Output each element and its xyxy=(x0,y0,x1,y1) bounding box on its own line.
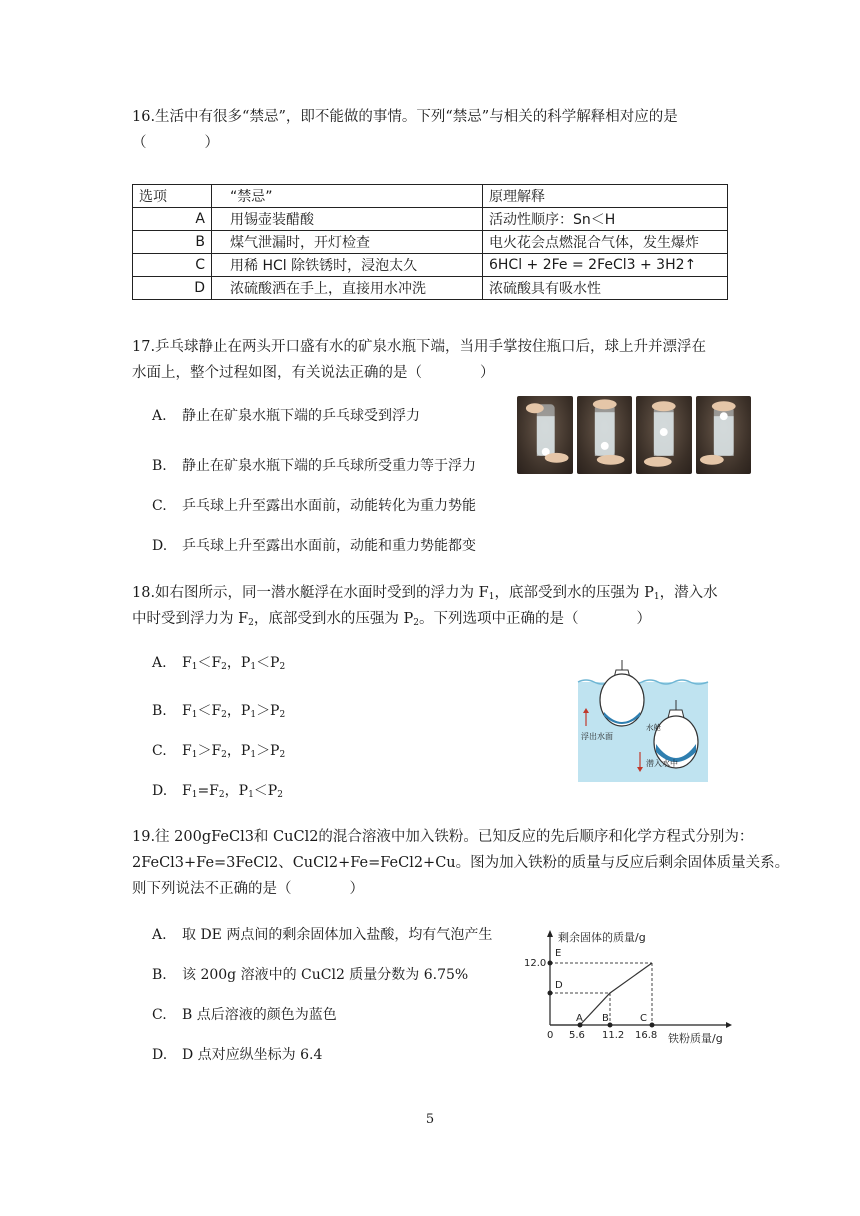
point-d xyxy=(548,991,553,996)
subscript: 1 xyxy=(250,662,257,672)
table-cell-letter: B xyxy=(133,231,212,254)
q17-option-d xyxy=(152,535,476,555)
option-text: =F xyxy=(197,783,219,799)
q16-stem-line2: （ ） xyxy=(132,135,219,151)
q18-text: 18.如右图所示，同一潜水艇浮在水面时受到的浮力为 F xyxy=(132,585,489,601)
option-text: F xyxy=(182,783,192,799)
bottle-photo xyxy=(517,396,573,474)
graph-ytick: 12.0 xyxy=(524,958,547,969)
table-header-row xyxy=(133,185,728,208)
option-text: B 点后溶液的颜色为蓝色 xyxy=(182,1007,337,1023)
q19-option-c xyxy=(152,1004,337,1024)
subscript: 1 xyxy=(488,592,495,602)
label-d: D xyxy=(555,980,563,991)
bottle-photo xyxy=(696,396,752,474)
subscript: 1 xyxy=(191,662,198,672)
option-text: ＞P xyxy=(256,703,280,719)
table-cell-taboo: 用锡壶装醋酸 xyxy=(212,208,483,231)
q18-text: 。下列选项中正确的是（ ） xyxy=(419,611,652,627)
subscript: 1 xyxy=(250,750,257,760)
table-cell-reason: 电火花会点燃混合气体，发生爆炸 xyxy=(483,231,728,254)
option-text: 该 200g 溶液中的 CuCl2 质量分数为 6.75% xyxy=(182,967,469,983)
table-header-cell: 原理解释 xyxy=(483,185,728,208)
q19-stem-line3: 则下列说法不正确的是（ ） xyxy=(132,881,364,897)
option-text: ＜P xyxy=(256,655,280,671)
point-e xyxy=(548,961,553,966)
subscript: 2 xyxy=(279,750,286,760)
graph-xtick: 16.8 xyxy=(635,1030,658,1041)
table-row xyxy=(133,277,728,300)
subscript: 2 xyxy=(413,618,420,628)
subscript: 1 xyxy=(250,710,257,720)
q17-option-c xyxy=(152,495,476,515)
table-cell-taboo: 浓硫酸洒在手上，直接用水冲洗 xyxy=(212,277,483,300)
option-letter: D. xyxy=(152,538,168,554)
option-text: ，P xyxy=(224,783,249,799)
option-letter: C. xyxy=(152,1007,167,1023)
q19-stem-line2: 2FeCl3+Fe=3FeCl2、CuCl2+Fe=FeCl2+Cu。图为加入铁粉的质量与反应后剩余固体质量关系。 xyxy=(132,855,790,871)
option-text: ＜P xyxy=(253,783,278,799)
option-text: ，P xyxy=(226,743,251,759)
q19-option-a xyxy=(152,924,492,944)
table-header-cell: “禁忌” xyxy=(212,185,483,208)
option-text: F xyxy=(182,655,192,671)
submarine-figure xyxy=(578,660,708,782)
option-letter: A. xyxy=(152,927,167,943)
option-text: 静止在矿泉水瓶下端的乒乓球所受重力等于浮力 xyxy=(182,458,476,474)
graph-xtick: 11.2 xyxy=(602,1030,625,1041)
q19-stem-line1: 19.往 200gFeCl3和 CuCl2的混合溶液中加入铁粉。已知反应的先后顺序和化学方程式分别为： xyxy=(132,829,754,845)
graph-ylabel: 剩余固体的质量/g xyxy=(558,931,646,944)
option-letter: C. xyxy=(152,498,167,514)
table-cell-letter: A xyxy=(133,208,212,231)
option-text: ＜F xyxy=(197,703,222,719)
q19-option-d xyxy=(152,1044,322,1064)
table-cell-letter: D xyxy=(133,277,212,300)
option-text: ，P xyxy=(226,703,251,719)
subscript: 2 xyxy=(279,662,286,672)
q17-stem-line2: 水面上，整个过程如图，有关说法正确的是（ ） xyxy=(132,365,495,381)
subscript: 2 xyxy=(221,750,227,760)
subscript: 1 xyxy=(191,750,198,760)
table-cell-reason: 浓硫酸具有吸水性 xyxy=(483,277,728,300)
subscript: 1 xyxy=(191,790,198,800)
label-e: E xyxy=(555,948,562,959)
q18-option-d xyxy=(152,780,283,800)
option-letter: B. xyxy=(152,458,167,474)
subscript: 1 xyxy=(248,790,254,800)
table-row xyxy=(133,254,728,277)
option-letter: B. xyxy=(152,967,167,983)
q17-option-a xyxy=(152,405,420,425)
q18-text: ，底部受到水的压强为 P xyxy=(494,585,654,601)
label-tank: 水舱 xyxy=(646,723,661,732)
submarine-floating xyxy=(600,660,644,726)
option-text: F xyxy=(182,743,192,759)
subscript: 2 xyxy=(277,790,283,800)
subscript: 2 xyxy=(248,618,254,628)
option-letter: A. xyxy=(152,408,167,424)
bottle-photo xyxy=(577,396,633,474)
subscript: 2 xyxy=(221,710,227,720)
option-text: ，P xyxy=(226,655,251,671)
subscript: 2 xyxy=(279,710,286,720)
option-letter: D. xyxy=(152,1047,168,1063)
graph-line xyxy=(550,963,652,1025)
option-text: ＜F xyxy=(197,655,222,671)
point-c xyxy=(650,1023,655,1028)
subscript: 2 xyxy=(218,790,225,800)
option-text: 乒乓球上升至露出水面前，动能转化为重力势能 xyxy=(182,498,476,514)
option-letter: D. xyxy=(152,783,168,799)
graph-xtick: 5.6 xyxy=(569,1030,585,1041)
graph-xlabel: 铁粉质量/g xyxy=(668,1032,723,1045)
table-cell-letter: C xyxy=(133,254,212,277)
table-row xyxy=(133,208,728,231)
option-text: D 点对应纵坐标为 6.4 xyxy=(182,1047,323,1063)
table-row xyxy=(133,231,728,254)
label-b: B xyxy=(602,1013,609,1024)
option-text: F xyxy=(182,703,192,719)
q17-stem-line1: 17.乒乓球静止在两头开口盛有水的矿泉水瓶下端，当用手掌按住瓶口后，球上升并漂浮在 xyxy=(132,339,707,355)
option-letter: B. xyxy=(152,703,167,719)
table-header-cell: 选项 xyxy=(133,185,212,208)
label-c: C xyxy=(640,1013,647,1024)
label-a: A xyxy=(576,1013,583,1024)
option-text: 静止在矿泉水瓶下端的乒乓球受到浮力 xyxy=(182,408,420,424)
label-submerged: 潜入水中 xyxy=(646,759,678,768)
q18-text: ，潜入水 xyxy=(659,585,718,601)
option-text: ＞P xyxy=(256,743,280,759)
label-surface: 浮出水面 xyxy=(581,732,613,741)
q18-option-c xyxy=(152,740,285,760)
q19-option-b xyxy=(152,964,468,984)
graph-origin: 0 xyxy=(547,1030,554,1041)
option-letter: C. xyxy=(152,743,167,759)
page-number: 5 xyxy=(425,1112,435,1127)
q17-photo-strip xyxy=(517,396,751,474)
subscript: 1 xyxy=(653,592,660,602)
q18-stem-line2 xyxy=(132,606,651,636)
option-text: 取 DE 两点间的剩余固体加入盐酸，均有气泡产生 xyxy=(182,927,493,943)
table-cell-reason: 6HCl + 2Fe = 2FeCl3 + 3H2↑ xyxy=(483,254,728,277)
subscript: 1 xyxy=(191,710,198,720)
q18-text: 中时受到浮力为 F xyxy=(132,611,249,627)
q18-option-a xyxy=(152,652,285,672)
q18-text: ，底部受到水的压强为 P xyxy=(253,611,414,627)
q19-graph xyxy=(524,925,740,1045)
bottle-photo xyxy=(636,396,692,474)
option-text: 乒乓球上升至露出水面前，动能和重力势能都变 xyxy=(182,538,476,554)
table-cell-taboo: 用稀 HCl 除铁锈时，浸泡太久 xyxy=(212,254,483,277)
q18-option-b xyxy=(152,700,285,720)
table-cell-taboo: 煤气泄漏时，开灯检查 xyxy=(212,231,483,254)
option-text: ＞F xyxy=(197,743,222,759)
option-letter: A. xyxy=(152,655,167,671)
subscript: 2 xyxy=(221,662,227,672)
q17-option-b xyxy=(152,455,476,475)
q16-stem-line1: 16.生活中有很多“禁忌”，即不能做的事情。下列“禁忌”与相关的科学解释相对应的是 xyxy=(132,109,678,125)
table-cell-reason: 活动性顺序：Sn＜H xyxy=(483,208,728,231)
q16-table xyxy=(132,184,728,300)
